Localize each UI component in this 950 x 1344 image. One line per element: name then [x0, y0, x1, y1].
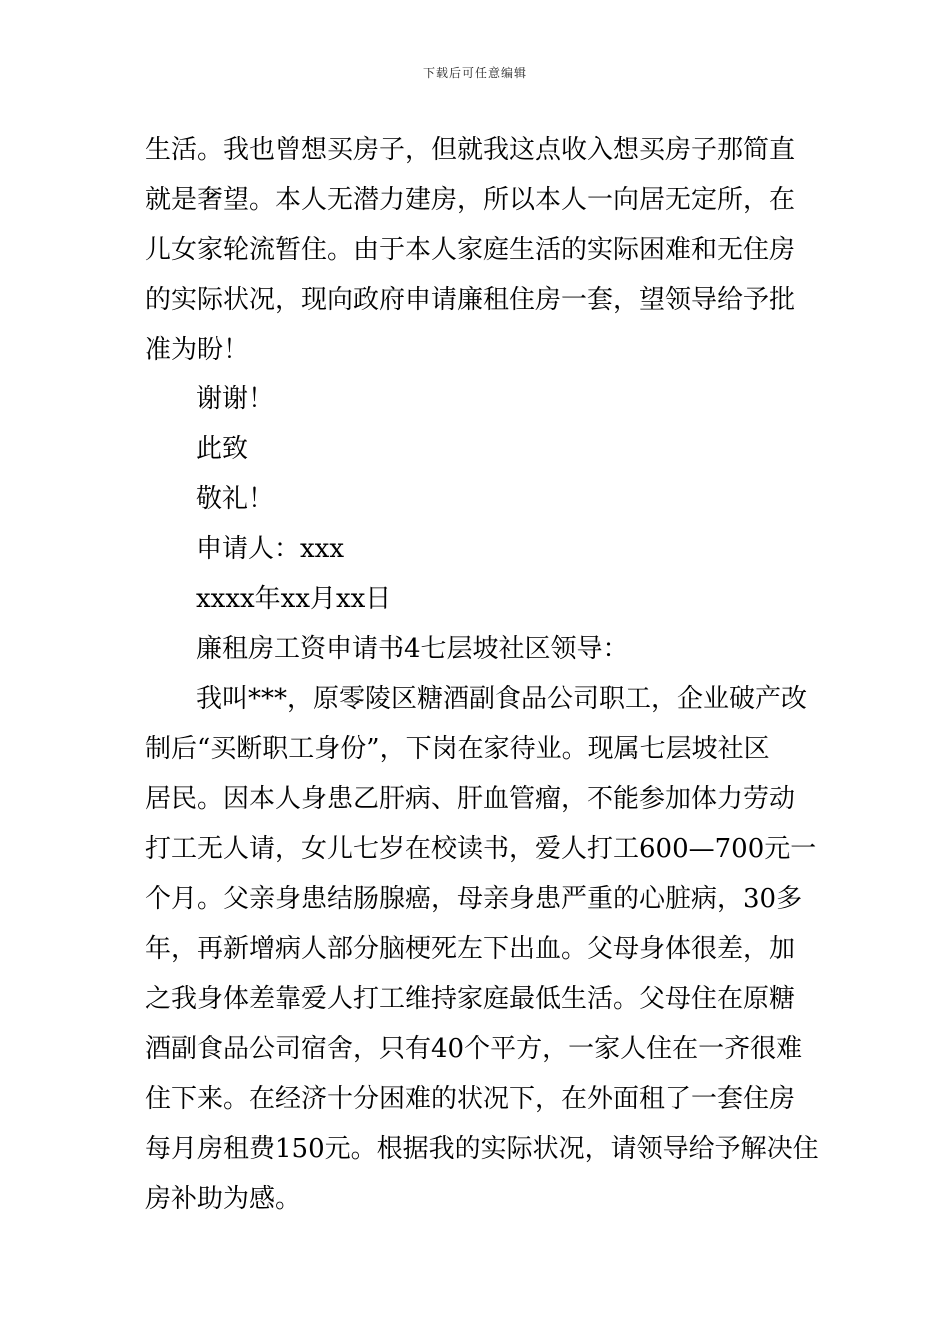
paragraph-line: 生活。我也曾想买房子，但就我这点收入想买房子那简直: [145, 135, 796, 165]
paragraph-line: 居民。因本人身患乙肝病、肝血管瘤，不能参加体力劳动: [145, 784, 796, 814]
applicant-line: 申请人：xxx: [196, 534, 344, 564]
paragraph-line: 个月。父亲身患结肠腺癌，母亲身患严重的心脏病，30多: [145, 884, 803, 914]
paragraph-line: 的实际状况，现向政府申请廉租住房一套，望领导给予批: [145, 285, 796, 315]
paragraph-line: 儿女家轮流暂住。由于本人家庭生活的实际困难和无住房: [145, 235, 796, 265]
section-title: 廉租房工资申请书4七层坡社区领导：: [196, 634, 629, 664]
paragraph-line: 制后“买断职工身份”，下岗在家待业。现属七层坡社区: [145, 734, 770, 764]
paragraph-line: 每月房租费150元。根据我的实际状况，请领导给予解决住: [145, 1134, 819, 1164]
salutation-line: 敬礼！: [196, 484, 275, 514]
paragraph-line: 住下来。在经济十分困难的状况下，在外面租了一套住房: [145, 1084, 796, 1114]
paragraph-line: 年，再新增病人部分脑梗死左下出血。父母身体很差，加: [145, 934, 796, 964]
paragraph-line: 我叫***，原零陵区糖酒副食品公司职工，企业破产改: [196, 684, 808, 714]
page-header: 下载后可任意编辑: [422, 66, 527, 80]
paragraph-line: 准为盼！: [145, 335, 250, 365]
closing-line: 此致: [196, 434, 249, 464]
paragraph-line: 酒副食品公司宿舍，只有40个平方，一家人住在一齐很难: [145, 1034, 803, 1064]
paragraph-line: 之我身体差靠爱人打工维持家庭最低生活。父母住在原糖: [145, 984, 796, 1014]
date-line: xxxx年xx月xx日: [196, 584, 392, 614]
paragraph-line: 房补助为感。: [145, 1184, 302, 1214]
paragraph-line: 打工无人请，女儿七岁在校读书，爱人打工600—700元一: [145, 834, 817, 864]
thanks-line: 谢谢！: [196, 384, 275, 414]
paragraph-line: 就是奢望。本人无潜力建房，所以本人一向居无定所，在: [145, 185, 796, 215]
